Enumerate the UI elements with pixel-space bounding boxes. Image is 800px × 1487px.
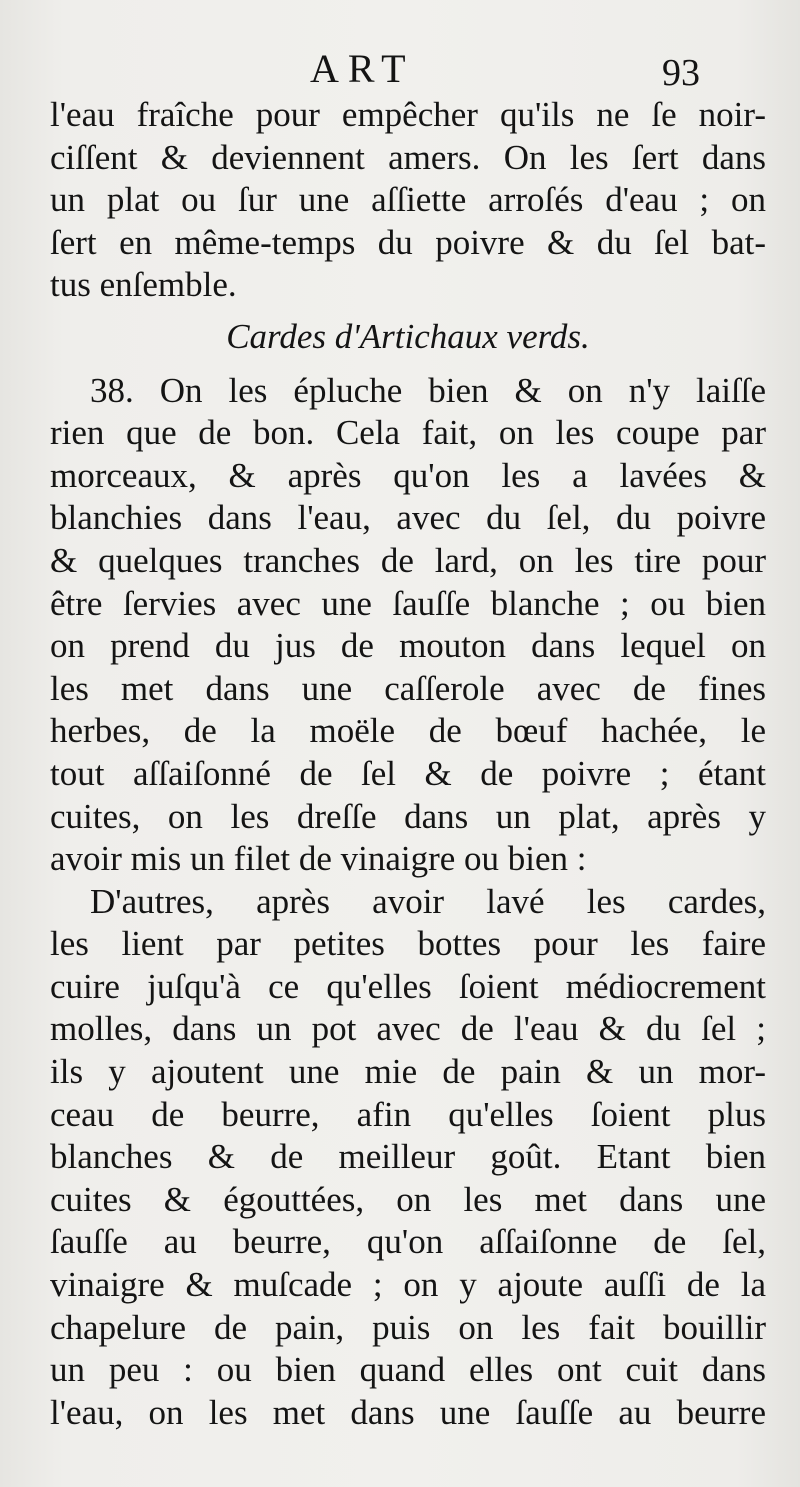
- page-number: 93: [662, 52, 700, 94]
- text-line: & quelques tranches de lard, on les tire pour: [50, 540, 766, 580]
- paragraph-autres: [50, 881, 766, 1435]
- text-line: un plat ou ſur une aſſiette arroſés d'eau ; on: [50, 180, 766, 220]
- text-line: cuites & égouttées, on les met dans une: [50, 1179, 766, 1219]
- text-line: blanches & de meilleur goût. Etant bien: [50, 1137, 766, 1177]
- text-line: tout aſſaiſonné de ſel & de poivre ; étant: [50, 753, 766, 793]
- text-line: avoir mis un filet de vinaigre ou bien :: [50, 839, 587, 879]
- text-line: 38. On les épluche bien & on n'y laiſſe: [90, 370, 766, 410]
- paragraph-38: [50, 370, 766, 881]
- text-line: vinaigre & muſcade ; on y ajoute auſſi de la: [50, 1265, 766, 1305]
- text-line: les met dans une caſſerole avec de fines: [50, 668, 766, 708]
- section-heading: Cardes d'Artichaux verds.: [226, 316, 590, 356]
- text-line: blanchies dans l'eau, avec du ſel, du poivre: [50, 498, 766, 538]
- text-line: ciſſent & deviennent amers. On les ſert dans: [50, 137, 766, 177]
- page-header: [0, 44, 800, 94]
- text-line: un peu : ou bien quand elles ont cuit dans: [50, 1350, 766, 1390]
- text-line: on prend du jus de mouton dans lequel on: [50, 626, 766, 666]
- text-line: herbes, de la moële de bœuf hachée, le: [50, 711, 766, 751]
- text-line: les lient par petites bottes pour les faire: [50, 924, 766, 964]
- text-line: molles, dans un pot avec de l'eau & du ſel ;: [50, 1009, 766, 1049]
- running-head: ART: [310, 46, 415, 91]
- text-line: chapelure de pain, puis on les fait bouillir: [50, 1307, 766, 1347]
- text-line: l'eau fraîche pour empêcher qu'ils ne ſe noir-: [50, 95, 766, 134]
- text-line: tus enſemble.: [50, 265, 237, 305]
- text-line: ils y ajoutent une mie de pain & un mor-: [50, 1052, 766, 1092]
- body-text: [50, 94, 766, 1434]
- text-line: ſauſſe au beurre, qu'on aſſaiſonne de ſel,: [50, 1222, 766, 1262]
- text-line: D'autres, après avoir lavé les cardes,: [90, 881, 766, 921]
- text-line: cuites, on les dreſſe dans un plat, après y: [50, 796, 766, 836]
- text-line: rien que de bon. Cela fait, on les coupe par: [50, 413, 766, 453]
- text-line: ceau de beurre, afin qu'elles ſoient plus: [50, 1094, 766, 1134]
- paragraph-continuation: [50, 94, 766, 307]
- text-line: cuire juſqu'à ce qu'elles ſoient médiocrement: [50, 966, 766, 1006]
- text-line: l'eau, on les met dans une ſauſſe au beurre: [50, 1392, 766, 1432]
- text-line: être ſervies avec une ſauſſe blanche ; ou bien: [50, 583, 766, 623]
- text-line: morceaux, & après qu'on les a lavées &: [50, 455, 766, 495]
- text-line: ſert en même-temps du poivre & du ſel bat-: [50, 222, 766, 262]
